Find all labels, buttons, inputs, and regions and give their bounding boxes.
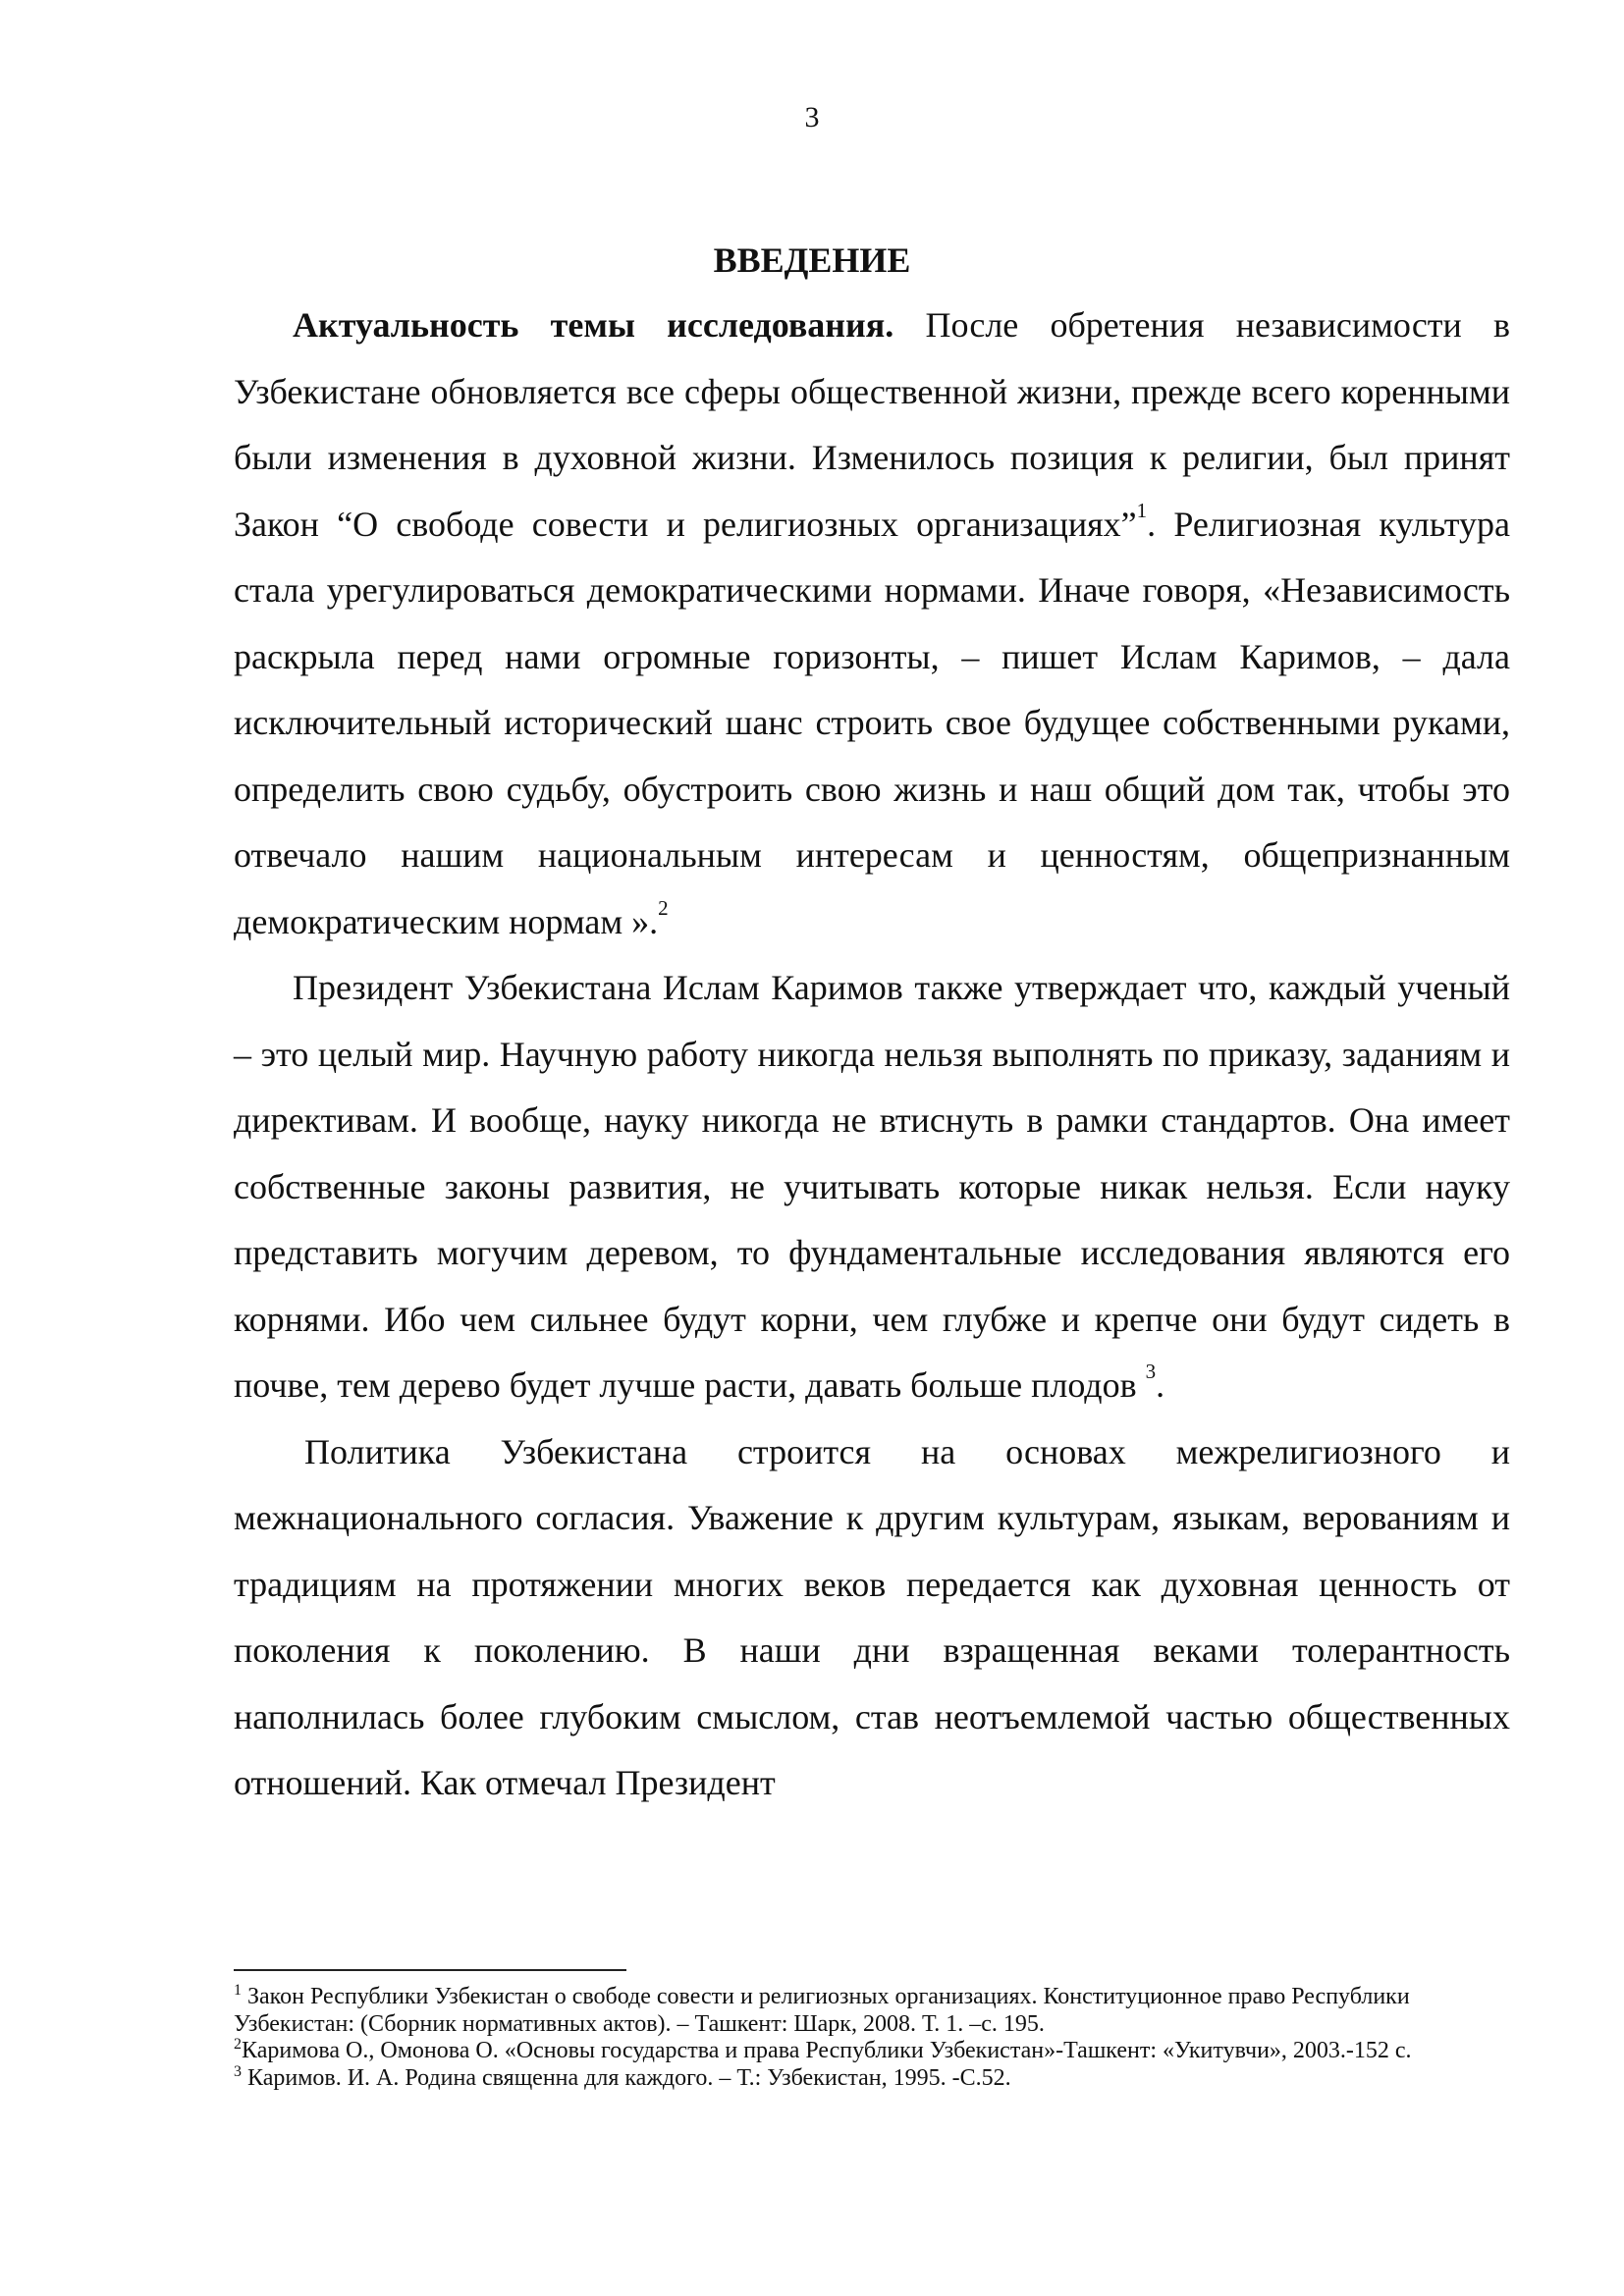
footnote-3: [234, 2062, 1510, 2093]
footnote-ref-1[interactable]: 1: [1136, 498, 1148, 522]
paragraph-text: После обретения независимости в Узбекистане обновляется все сферы общественной жизни, прежде всего коренными были изменения в духовной жизни. Изменилось позиция к религии, был принят Закон “О свободе совести и религиозных организациях”: [234, 305, 1510, 544]
paragraph-text: .: [1156, 1365, 1165, 1405]
paragraph-text: Президент Узбекистана Ислам Каримов также утверждает что, каждый ученый – это целый мир. Научную работу никогда нельзя выполнять по приказу, заданиям и директивам. И вообще, науку никогда не втиснуть в рамки стандартов. Она имеет собственные законы развития, не учитывать которые никак нельзя. Если науку представить могучим деревом, то фундаментальные исследования являются его корнями. Ибо чем сильнее будут корни, чем глубже и крепче они будут сидеть в почве, тем дерево будет лучше расти, давать больше плодов: [234, 968, 1510, 1405]
footnote-text: Каримов. И. А. Родина священна для каждого. – Т.: Узбекистан, 1995. -С.52.: [242, 2064, 1011, 2091]
paragraph-science: [234, 955, 1510, 1419]
footnote-mark: 2: [234, 2036, 242, 2054]
footnote-separator: [234, 1969, 626, 1971]
footnotes: [234, 1984, 1510, 2092]
footnote-mark: 3: [234, 2062, 242, 2080]
body-text: [234, 293, 1510, 1817]
footnote-text: Закон Республики Узбекистан о свободе совести и религиозных организациях. Конституционное право Республики Узбекистан: (Сборник нормативных актов). – Ташкент: Шарк, 2008. Т. 1. –с. 195.: [234, 1984, 1410, 2037]
paragraph-relevance: [234, 293, 1510, 955]
footnote-text: Каримова О., Омонова О. «Основы государства и права Республики Узбекистан»-Ташкент: «Укитувчи», 2003.-152 с.: [242, 2038, 1412, 2063]
footnote-mark: 1: [234, 1982, 242, 2000]
paragraph-policy: [234, 1419, 1510, 1817]
footnote-1: [234, 1984, 1510, 2038]
paragraph-text: . Религиозная культура стала урегулироваться демократическими нормами. Иначе говоря, «Независимость раскрыла перед нами огромные горизонты, – пишет Ислам Каримов, – дала исключительный исторический шанс строить свое будущее собственными руками, определить свою судьбу, обустроить свою жизнь и наш общий дом так, чтобы это отвечало нашим национальным интересам и ценностям, общепризнанным демократическим нормам ».: [234, 504, 1510, 941]
page-number: 3: [804, 101, 820, 133]
footnote-ref-3[interactable]: 3: [1145, 1360, 1157, 1384]
page-title: ВВЕДЕНИЕ: [713, 240, 911, 280]
footnote-2: [234, 2038, 1510, 2065]
paragraph-lead: Актуальность темы исследования.: [293, 305, 894, 345]
paragraph-text: Политика Узбекистана строится на основах межрелигиозного и межнационального согласия. Уважение к другим культурам, языкам, верованиям и традициям на протяжении многих веков передается как духовная ценность от поколения к поколению. В наши дни взращенная веками толерантность наполнилась более глубоким смыслом, став неотъемлемой частью общественных отношений. Как отмечал Президент: [234, 1431, 1510, 1802]
footnote-ref-2[interactable]: 2: [658, 895, 669, 920]
